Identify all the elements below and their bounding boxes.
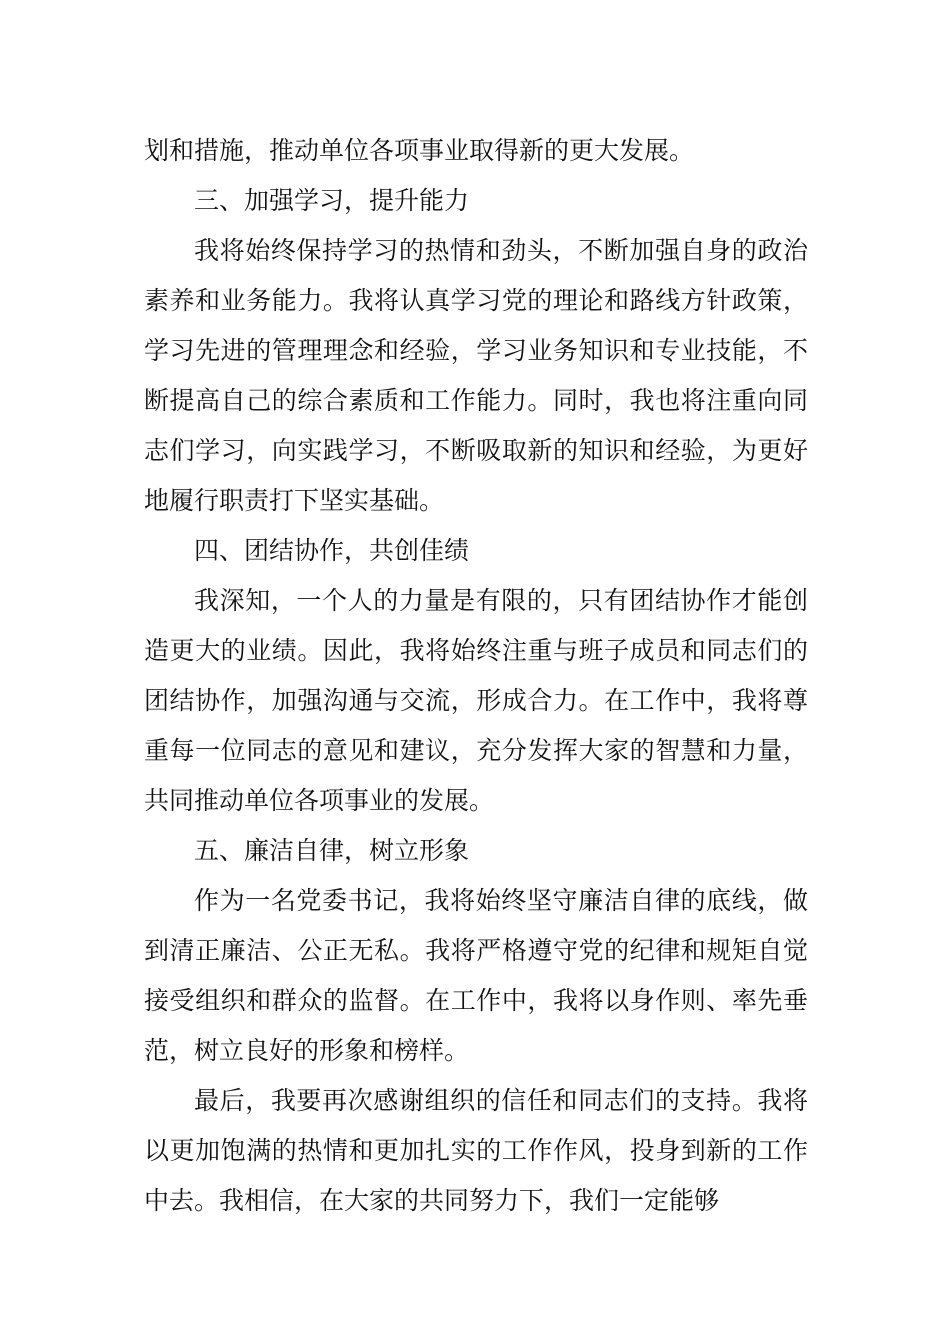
section-heading-teamwork: 四、团结协作，共创佳绩 <box>194 536 470 565</box>
paragraph-teamwork: 我深知，一个人的力量是有限的，只有团结协作才能创造更大的业绩。因此，我将始终注重与班子成员和同志们的团结协作，加强沟通与交流，形成合力。在工作中，我将尊重每一位同志的意见和建议，充分发挥大家的智慧和力量，共同推动单位各项事业的发展。 <box>144 586 808 815</box>
section-heading-integrity: 五、廉洁自律，树立形象 <box>194 836 470 865</box>
section-heading-study: 三、加强学习，提升能力 <box>194 186 470 215</box>
paragraph-study: 我将始终保持学习的热情和劲头，不断加强自身的政治素养和业务能力。我将认真学习党的理论和路线方针政策，学习先进的管理理念和经验，学习业务知识和专业技能，不断提高自己的综合素质和工作能力。同时，我也将注重向同志们学习，向实践学习，不断吸取新的知识和经验，为更好地履行职责打下坚实基础。 <box>144 236 808 515</box>
paragraph-continuation: 划和措施，推动单位各项事业取得新的更大发展。 <box>144 136 695 165</box>
document-body <box>144 126 808 1226</box>
paragraph-closing: 最后，我要再次感谢组织的信任和同志们的支持。我将以更加饱满的热情和更加扎实的工作作风，投身到新的工作中去。我相信，在大家的共同努力下，我们一定能够 <box>144 1086 808 1215</box>
paragraph-integrity: 作为一名党委书记，我将始终坚守廉洁自律的底线，做到清正廉洁、公正无私。我将严格遵守党的纪律和规矩自觉接受组织和群众的监督。在工作中，我将以身作则、率先垂范，树立良好的形象和榜样。 <box>144 886 808 1065</box>
